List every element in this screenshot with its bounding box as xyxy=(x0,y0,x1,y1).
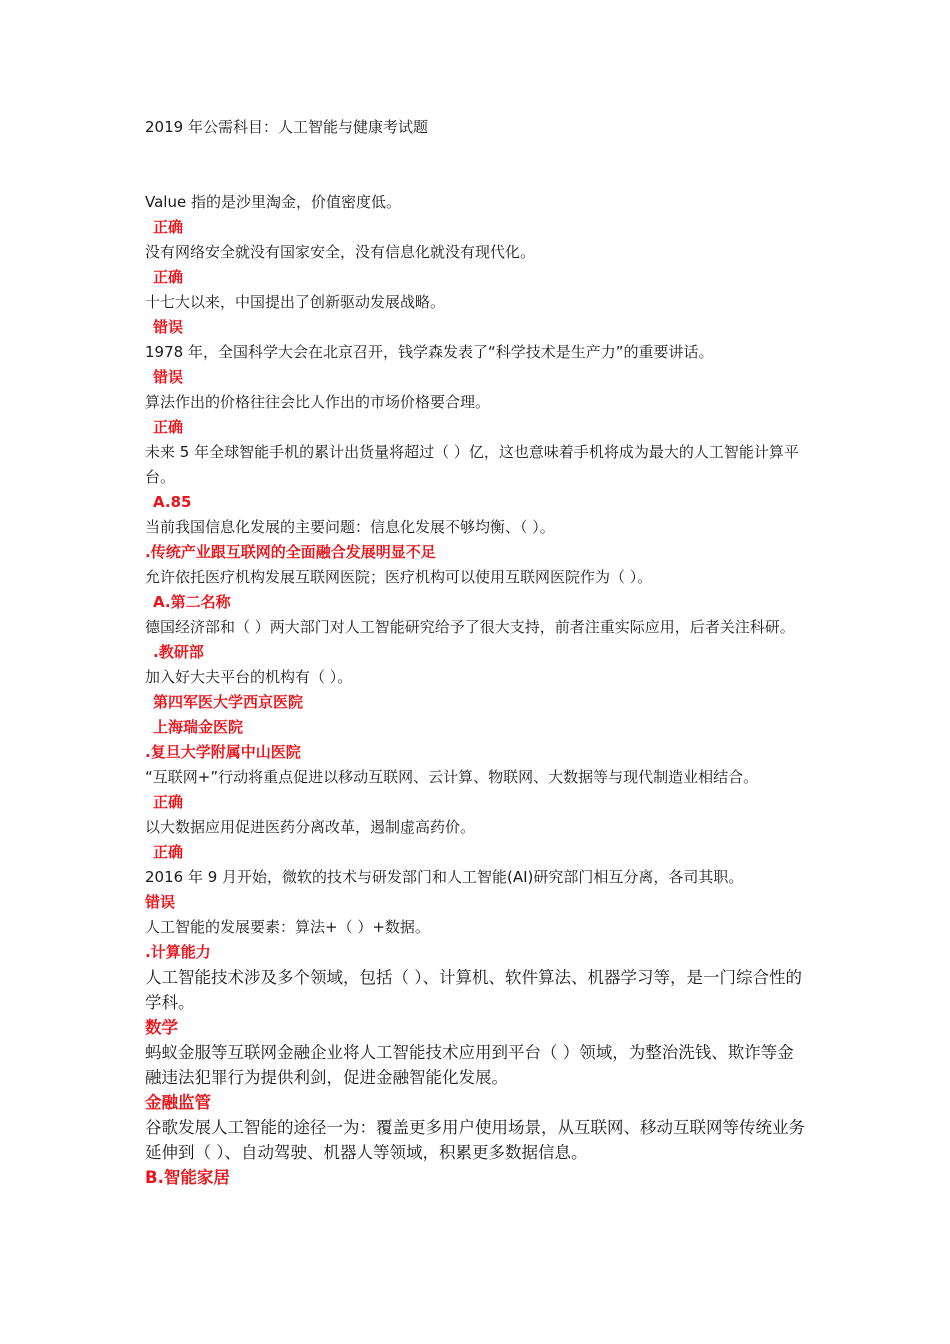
answer-text: 错误 xyxy=(145,893,176,911)
answer-text: .复旦大学附属中山医院 xyxy=(145,743,301,761)
question-text: 人工智能的发展要素：算法+（ ）+数据。 xyxy=(145,918,430,936)
answer-text: 错误 xyxy=(153,318,184,336)
answer-text: 数学 xyxy=(145,1018,178,1037)
answer-text: A.85 xyxy=(153,493,192,511)
answer-text: 正确 xyxy=(153,843,184,861)
answer-text: 错误 xyxy=(153,368,184,386)
question-text: 当前我国信息化发展的主要问题：信息化发展不够均衡、（ ）。 xyxy=(145,518,555,536)
question-text: Value 指的是沙里淘金，价值密度低。 xyxy=(145,193,401,211)
question-text: 十七大以来，中国提出了创新驱动发展战略。 xyxy=(145,293,446,311)
answer-text: 正确 xyxy=(153,218,184,236)
answer-text: .传统产业跟互联网的全面融合发展明显不足 xyxy=(145,543,436,561)
answer-text: .教研部 xyxy=(153,643,204,661)
document-title: 2019 年公需科目：人工智能与健康考试题 xyxy=(145,118,428,136)
question-text: “互联网+”行动将重点促进以移动互联网、云计算、物联网、大数据等与现代制造业相结合。 xyxy=(145,768,759,786)
question-text: 没有网络安全就没有国家安全，没有信息化就没有现代化。 xyxy=(145,243,536,261)
question-list xyxy=(145,190,810,1190)
question-text: 1978 年，全国科学大会在北京召开，钱学森发表了“科学技术是生产力”的重要讲话。 xyxy=(145,343,714,361)
answer-text: 金融监管 xyxy=(145,1093,211,1112)
answer-text: 正确 xyxy=(153,793,184,811)
question-text: 2016 年 9 月开始，微软的技术与研发部门和人工智能(AI)研究部门相互分离，各司其职。 xyxy=(145,868,744,886)
question-text: 算法作出的价格往往会比人作出的市场价格要合理。 xyxy=(145,393,491,411)
question-text: 谷歌发展人工智能的途径一为：覆盖更多用户使用场景，从互联网、移动互联网等传统业务延伸到（ ）、自动驾驶、机器人等领域，积累更多数据信息。 xyxy=(145,1118,805,1162)
answer-text: 正确 xyxy=(153,418,184,436)
question-text: 加入好大夫平台的机构有（ ）。 xyxy=(145,668,353,686)
answer-text: 上海瑞金医院 xyxy=(153,718,244,736)
question-text: 未来 5 年全球智能手机的累计出货量将超过（ ）亿，这也意味着手机将成为最大的人工智能计算平台。 xyxy=(145,443,799,486)
answer-text: 第四军医大学西京医院 xyxy=(153,693,304,711)
question-text: 德国经济部和（ ）两大部门对人工智能研究给予了很大支持，前者注重实际应用，后者关注科研。 xyxy=(145,618,795,636)
question-text: 蚂蚁金服等互联网金融企业将人工智能技术应用到平台（ ）领域，为整治洗钱、欺诈等金融违法犯罪行为提供利剑，促进金融智能化发展。 xyxy=(145,1043,794,1087)
answer-text: 正确 xyxy=(153,268,184,286)
answer-text: A.第二名称 xyxy=(153,593,231,611)
answer-text: .计算能力 xyxy=(145,943,211,961)
question-text: 人工智能技术涉及多个领域，包括（ ）、计算机、软件算法、机器学习等，是一门综合性的学科。 xyxy=(145,968,802,1012)
answer-text: B.智能家居 xyxy=(145,1168,230,1187)
question-text: 允许依托医疗机构发展互联网医院；医疗机构可以使用互联网医院作为（ ）。 xyxy=(145,568,653,586)
question-text: 以大数据应用促进医药分离改革，遏制虚高药价。 xyxy=(145,818,476,836)
